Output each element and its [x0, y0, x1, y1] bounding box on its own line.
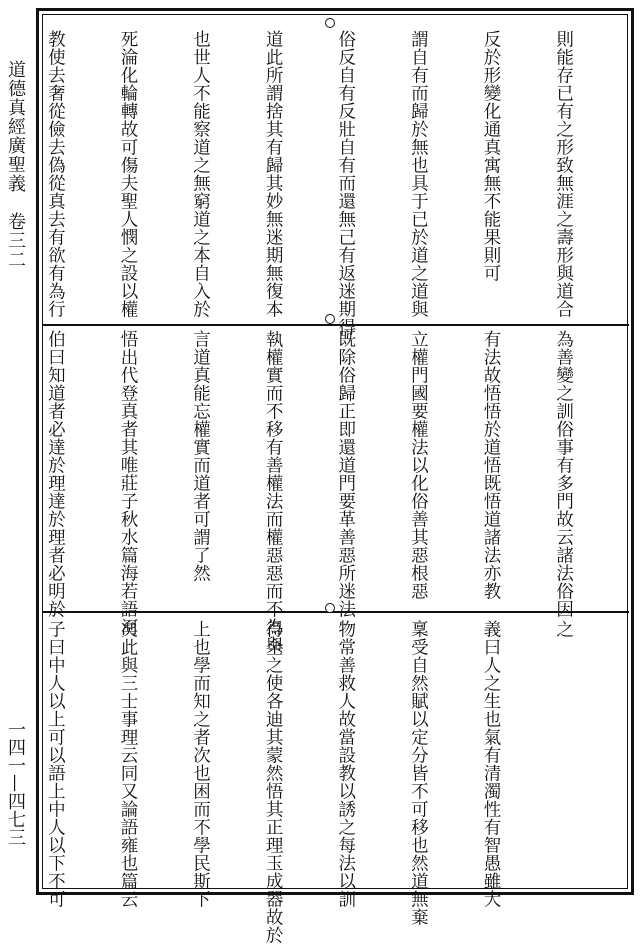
text-column: 道此所謂捨其有歸其妙無迷期無復本 — [263, 30, 284, 318]
text-column-block — [0, 30, 624, 336]
text-column: 執權實而不移有善權法而權惡惡而不為與 — [263, 330, 284, 654]
binding-circle-top — [325, 18, 335, 28]
text-column-block — [0, 330, 624, 654]
text-column: 子曰中人以上可以語上中人以下不可 — [45, 620, 66, 908]
text-column: 悟出代登真者其唯莊子秋水篇海若語河 — [117, 330, 138, 636]
text-column: 物常善救人故當設教以誘之每法以訓 — [335, 620, 356, 908]
margin-book-title: 道德真經廣聖義 卷三二 — [5, 60, 26, 269]
extra-text — [48, 296, 49, 297]
text-column: 言道真能忘權實而道者可謂了然 — [190, 330, 211, 582]
text-column: 立權門國要權法以化俗善其惡根惡 — [408, 330, 429, 600]
text-column: 既除俗歸正即還道門要革善惡所迷法 — [335, 330, 356, 618]
text-panel-middle — [45, 330, 624, 654]
text-column: 俗反自有反壯自有而還無己有返迷期得 — [335, 30, 356, 336]
text-column: 教使去奢從儉去偽從真去有欲有為行 — [45, 30, 66, 318]
text-column: 矣此與三士事理云同又論語雍也篇云 — [117, 620, 138, 908]
text-column-block — [0, 620, 624, 944]
margin-page-number: 一四一—四七三 — [5, 720, 26, 846]
text-column: 稟受自然賦以定分皆不可移也然道無棄 — [408, 620, 429, 926]
text-column: 有法故悟悟於道悟既悟道諸法亦教 — [480, 330, 501, 600]
text-column: 反於形變化通真寓無不能果則可 — [480, 30, 501, 282]
text-panel-top — [45, 30, 624, 336]
text-column: 伯曰知道者必達於理達於理者必明於 — [45, 330, 66, 618]
text-column: 義曰人之生也氣有清濁性有智愚雖大 — [480, 620, 501, 908]
text-column: 則能存已有之形致無涯之壽形與道合 — [553, 30, 574, 318]
text-column: 死淪化輪轉故可傷夫聖人憫之設以權 — [117, 30, 138, 318]
text-column: 上也學而知之者次也困而不學民斯下 — [190, 620, 211, 908]
text-column: 也世人不能察道之無窮道之本自入於 — [190, 30, 211, 318]
text-panel-bottom — [45, 620, 624, 944]
text-column: 之 — [553, 620, 574, 638]
text-column: 得全之使各迪其蒙然悟其正理玉成器故於 — [263, 620, 284, 944]
text-column: 謂自有而歸於無也具于已於道之道與 — [408, 30, 429, 318]
text-column: 為善變之訓俗事有多門故云諸法俗因 — [553, 330, 574, 618]
